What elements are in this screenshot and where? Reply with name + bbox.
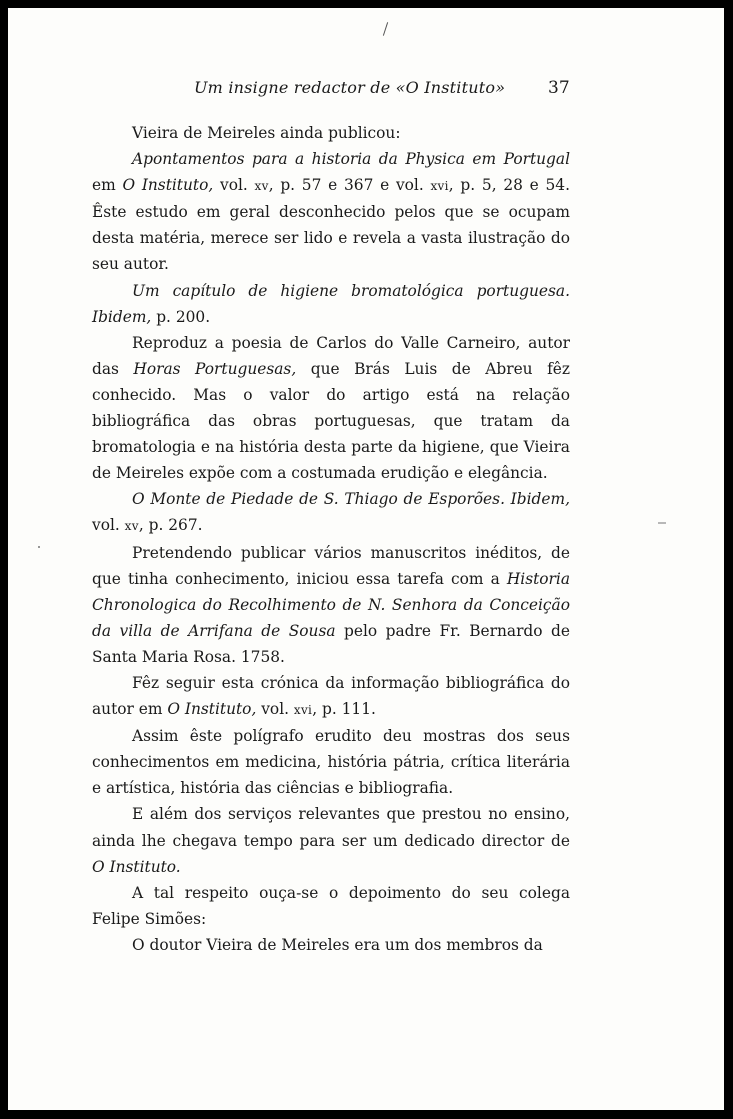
running-title: Um insigne redactor de «O Instituto» bbox=[194, 78, 506, 97]
journal-title: O Instituto, bbox=[122, 176, 214, 195]
text-run: O doutor Vieira de Meireles era um dos membros da bbox=[132, 935, 543, 954]
paragraph bbox=[92, 880, 570, 932]
text-run: vol. bbox=[213, 176, 255, 195]
paragraph bbox=[92, 330, 570, 487]
scan-mark bbox=[383, 22, 388, 36]
work-title: Historia Chronologica do Recolhimento de N. Senhora da Conceição da villa de Arrifana de Sousa bbox=[92, 569, 570, 640]
page-number: 37 bbox=[548, 78, 570, 98]
text-run: pelo padre Fr. Bernardo de Santa Maria Rosa. 1758. bbox=[92, 621, 570, 666]
paragraph bbox=[92, 486, 570, 539]
text-run: vol. bbox=[256, 700, 294, 719]
text-run: Assim êste polígrafo erudito deu mostras dos seus conhecimentos em medicina, história pátria, crítica literária e artística, história das ciências e bibliografia. bbox=[92, 727, 570, 798]
text-run: que Brás Luis de Abreu fêz conhecido. Mas o valor do artigo está na relação bibliográfica das obras portuguesas, que tratam da bromatologia e na história desta parte da higiene, que Vieira de Meireles expõe com a costumada erudição e elegância. bbox=[92, 359, 570, 483]
journal-title: O Instituto, bbox=[167, 700, 257, 719]
work-title: O Monte de Piedade de S. Thiago de Esporões. Ibidem, bbox=[132, 490, 570, 509]
volume-numeral: xvi bbox=[430, 179, 449, 194]
work-title: Horas Portuguesas, bbox=[133, 359, 297, 378]
journal-title: O Instituto. bbox=[92, 857, 181, 876]
volume-numeral: xv bbox=[254, 179, 269, 194]
volume-numeral: xvi bbox=[293, 703, 313, 718]
text-run: A tal respeito ouça-se o depoimento do seu colega Felipe Simões: bbox=[92, 883, 570, 928]
text-run: Fêz seguir esta crónica da informação bibliográfica do autor em bbox=[92, 673, 570, 719]
scan-mark bbox=[38, 546, 40, 548]
text-run: p. 200. bbox=[151, 307, 211, 326]
scan-mark bbox=[658, 522, 666, 524]
paragraph bbox=[92, 723, 570, 801]
text-run: Reproduz a poesia de Carlos do Valle Carneiro, autor das bbox=[92, 333, 570, 378]
text-run: , p. 57 e 367 e vol. bbox=[268, 176, 431, 195]
page-header bbox=[8, 78, 724, 102]
paragraph bbox=[92, 801, 570, 879]
text-run: , p. 5, 28 e 54. Êste estudo em geral desconhecido pelos que se ocupam desta matéria, merece ser lido e revela a vasta ilustração do seu autor. bbox=[92, 176, 570, 274]
text-run: , p. 267. bbox=[138, 516, 203, 535]
book-page bbox=[8, 8, 724, 1110]
work-title: Apontamentos para a historia da Physica em Portugal bbox=[132, 150, 570, 169]
paragraph bbox=[92, 932, 570, 958]
volume-numeral: xv bbox=[124, 519, 139, 534]
body-text bbox=[92, 120, 570, 958]
text-run: vol. bbox=[92, 516, 125, 535]
work-title: Um capítulo de higiene bromatológica portuguesa. Ibidem, bbox=[92, 281, 570, 326]
paragraph bbox=[92, 540, 570, 670]
paragraph bbox=[92, 146, 570, 277]
text-run: Vieira de Meireles ainda publicou: bbox=[132, 124, 401, 142]
paragraph bbox=[92, 670, 570, 723]
text-run: E além dos serviços relevantes que prestou no ensino, ainda lhe chegava tempo para ser um dedicado director de bbox=[92, 805, 570, 850]
text-run: em bbox=[92, 176, 123, 195]
text-run: Pretendendo publicar vários manuscritos inéditos, de que tinha conhecimento, iniciou essa tarefa com a bbox=[92, 543, 570, 588]
paragraph bbox=[92, 278, 570, 330]
text-run: , p. 111. bbox=[312, 700, 376, 719]
paragraph bbox=[92, 120, 570, 146]
